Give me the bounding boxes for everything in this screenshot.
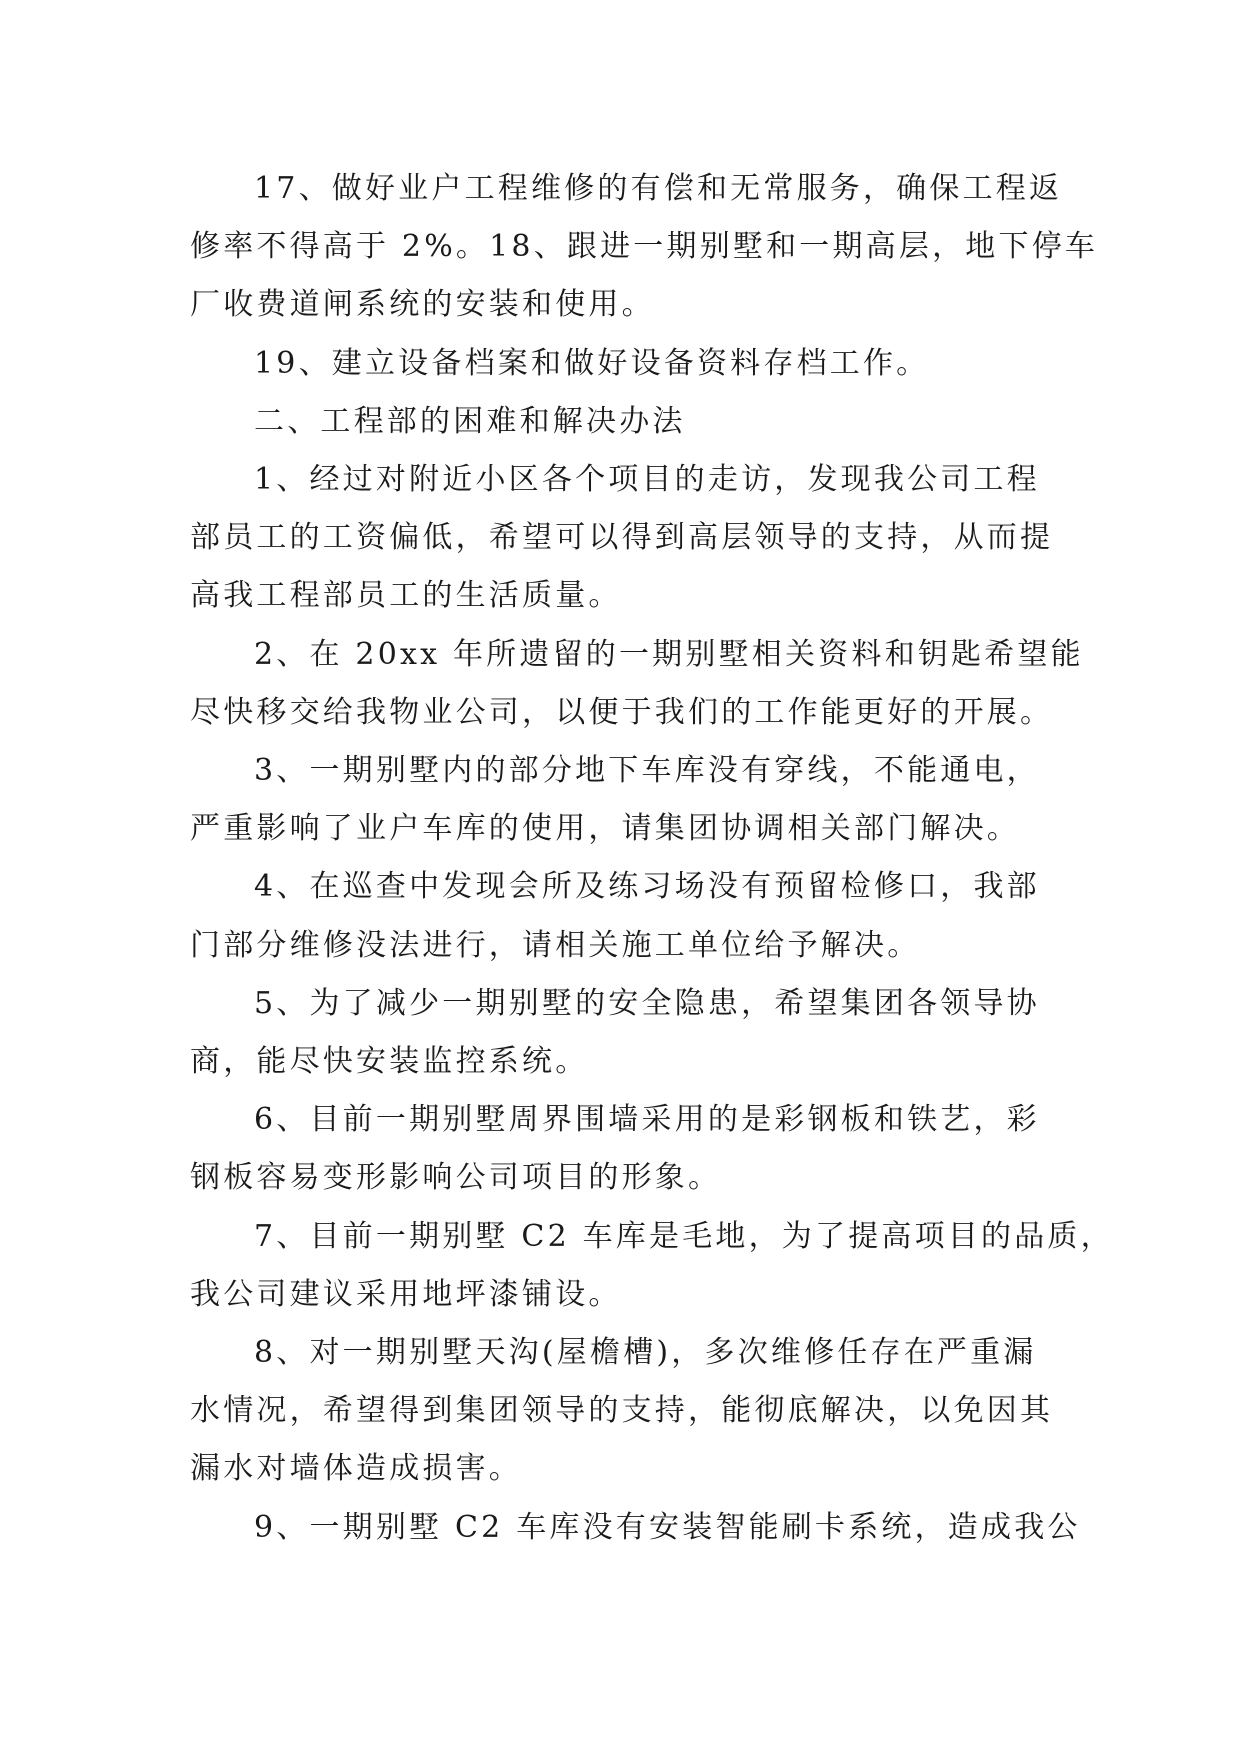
text-line: 17、做好业户工程维修的有偿和无常服务，确保工程返	[254, 171, 1063, 206]
paragraph-difficulty-3	[190, 742, 1060, 858]
paragraph-difficulty-4	[190, 858, 1060, 974]
text-line: 4、在巡查中发现会所及练习场没有预留检修口，我部	[254, 869, 1040, 905]
text-line: 尽快移交给我物业公司，以便于我们的工作能更好的开展。	[190, 694, 1054, 730]
text-line: 19、建立设备档案和做好设备资料存档工作。	[254, 345, 930, 381]
text-line: 8、对一期别墅天沟(屋檐槽)，多次维修任存在严重漏	[254, 1335, 1037, 1371]
text-line: 1、经过对附近小区各个项目的走访，发现我公司工程	[254, 462, 1040, 498]
paragraph-difficulty-6	[190, 1091, 1060, 1207]
text-line: 3、一期别墅内的部分地下车库没有穿线，不能通电，	[254, 753, 1040, 789]
text-line: 高我工程部员工的生活质量。	[190, 578, 622, 614]
section-heading	[190, 393, 1060, 451]
text-line: 6、目前一期别墅周界围墙采用的是彩钢板和铁艺，彩	[254, 1102, 1040, 1138]
paragraph-difficulty-7	[190, 1208, 1114, 1324]
text-line: 厂收费道闸系统的安装和使用。	[190, 287, 655, 323]
text-line: 严重影响了业户车库的使用，请集团协调相关部门解决。	[190, 811, 1020, 847]
text-line: 2、在 20xx 年所遗留的一期别墅相关资料和钥匙希望能	[254, 636, 1084, 672]
text-line: 钢板容易变形影响公司项目的形象。	[190, 1160, 722, 1196]
text-line: 9、一期别墅 C2 车库没有安装智能刷卡系统，造成我公	[254, 1509, 1081, 1545]
text-line: 门部分维修没法进行，请相关施工单位给予解决。	[190, 927, 921, 963]
paragraph-difficulty-2	[190, 626, 1084, 742]
text-line: 我公司建议采用地坪漆铺设。	[190, 1276, 622, 1312]
paragraph-difficulty-1	[190, 451, 1060, 626]
paragraph-difficulty-8	[190, 1324, 1060, 1499]
text-line: 漏水对墙体造成损害。	[190, 1451, 522, 1487]
text-line: 部员工的工资偏低，希望可以得到高层领导的支持，从而提	[190, 520, 1054, 556]
paragraph-difficulty-5	[190, 975, 1060, 1091]
text-line: 修率不得高于 2%。18、跟进一期别墅和一期高层，地下停车	[190, 229, 1099, 265]
document-body	[190, 160, 1114, 1557]
text-line: 5、为了减少一期别墅的安全隐患，希望集团各领导协	[254, 985, 1040, 1021]
text-line: 商，能尽快安装监控系统。	[190, 1044, 589, 1080]
text-line: 二、工程部的困难和解决办法	[254, 403, 686, 439]
paragraph-item-19	[190, 335, 1060, 393]
text-line: 7、目前一期别墅 C2 车库是毛地，为了提高项目的品质，	[254, 1218, 1114, 1254]
paragraph-difficulty-9	[190, 1499, 1081, 1557]
text-line: 水情况，希望得到集团领导的支持，能彻底解决，以免因其	[190, 1393, 1054, 1429]
paragraph-item-17	[190, 160, 1099, 335]
